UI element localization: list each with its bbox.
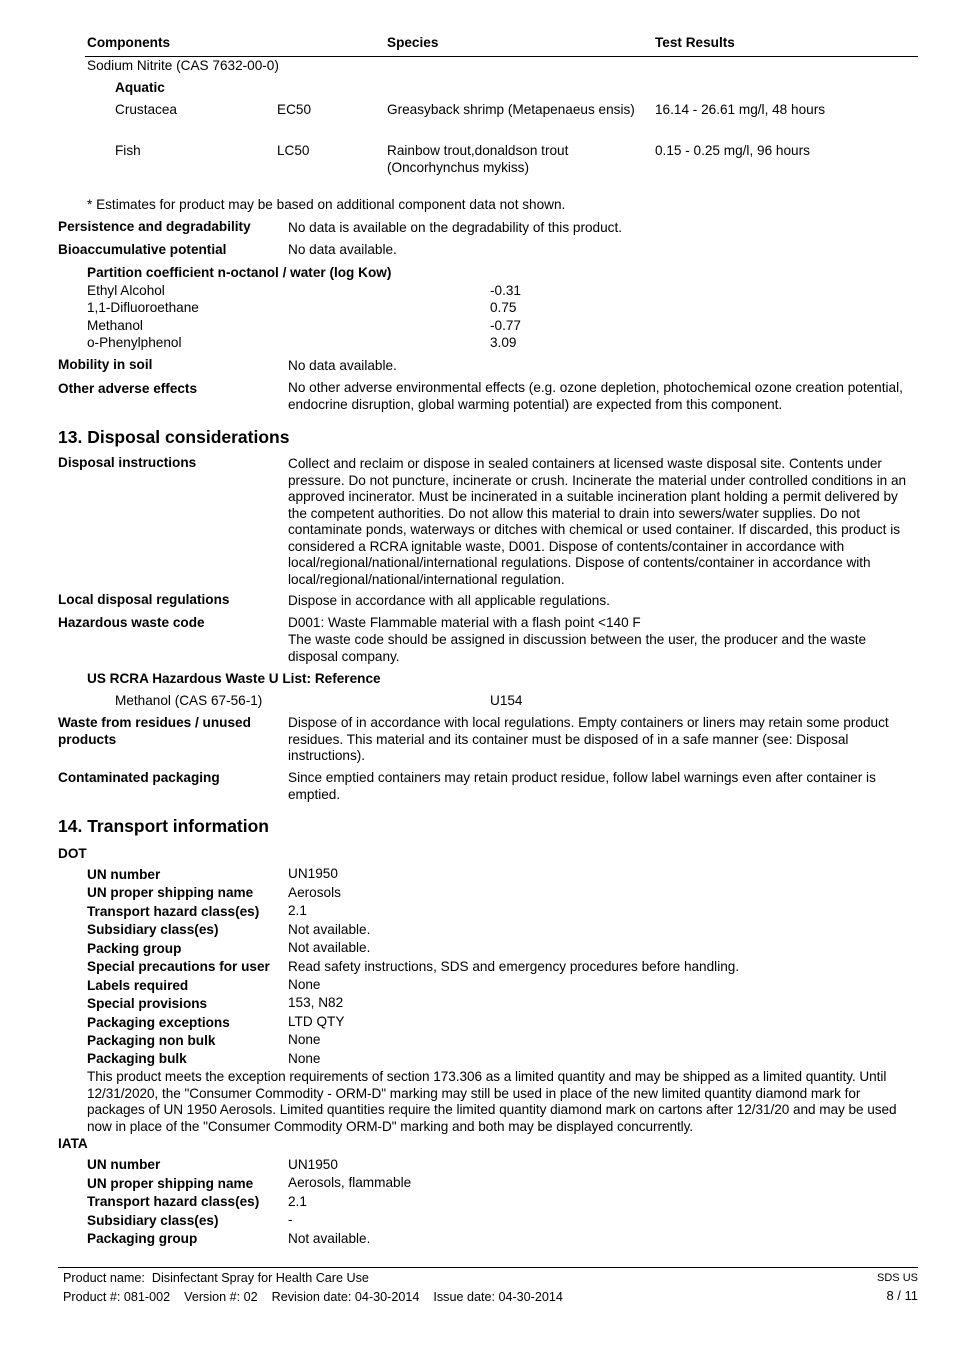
organism: Crustacea	[115, 102, 177, 117]
footer-product-info: Product #: 081-002 Version #: 02 Revision date: 04-30-2014 Issue date: 04-30-2014	[63, 1290, 563, 1304]
col-header-species: Species	[387, 35, 439, 50]
partition-name: o-Phenylphenol	[87, 335, 182, 350]
partition-title: Partition coefficient n-octanol / water (log Kow)	[87, 265, 392, 280]
iata-value: Aerosols, flammable	[288, 1175, 412, 1190]
iata-key: UN number	[87, 1157, 161, 1172]
rcra-component: Methanol (CAS 67-56-1)	[115, 693, 263, 708]
partition-value: 0.75	[490, 300, 517, 315]
test-result: 0.15 - 0.25 mg/l, 96 hours	[655, 143, 810, 158]
persistence-label: Persistence and degradability	[58, 219, 251, 234]
component-name: Sodium Nitrite (CAS 7632-00-0)	[87, 58, 279, 73]
dot-label: DOT	[58, 846, 87, 861]
persistence-value: No data is available on the degradability of this product.	[288, 220, 623, 235]
dot-value: 2.1	[288, 903, 307, 918]
dot-key: Packaging exceptions	[87, 1015, 230, 1030]
iata-key: Packaging group	[87, 1231, 198, 1246]
rcra-code: U154	[490, 693, 523, 708]
endpoint: LC50	[277, 143, 310, 158]
iata-value: UN1950	[288, 1157, 338, 1172]
test-result: 16.14 - 26.61 mg/l, 48 hours	[655, 102, 826, 117]
partition-name: Ethyl Alcohol	[87, 283, 165, 298]
dot-value: LTD QTY	[288, 1014, 345, 1029]
dot-value: UN1950	[288, 866, 338, 881]
other-effects-label: Other adverse effects	[58, 381, 198, 396]
table-header-rule	[85, 56, 918, 57]
dot-key: Packing group	[87, 941, 182, 956]
species: Rainbow trout,donaldson trout (Oncorhynchus mykiss)	[387, 143, 569, 175]
dot-value: Read safety instructions, SDS and emergency procedures before handling.	[288, 959, 740, 974]
hazardous-waste-code-label: Hazardous waste code	[58, 615, 205, 630]
endpoint: EC50	[277, 102, 312, 117]
dot-value: None	[288, 1051, 321, 1066]
other-effects-value: No other adverse environmental effects (e.g. ozone depletion, photochemical ozone creation potential, endocrine disruption, global warming potential) are expected from this component.	[288, 380, 903, 412]
hazardous-waste-code-note: The waste code should be assigned in discussion between the user, the producer and the waste disposal company.	[288, 632, 867, 664]
disposal-instructions-value: Collect and reclaim or dispose in sealed containers at licensed waste disposal site. Contents under pressure. Do not puncture, incinerate or crush. Incinerate the material under controlled conditions in an approved incinerator. Must be incinerated in a suitable incineration plant holding a permit delivered by the competent authorities. Do not allow this material to drain into sewers/water supplies. Do not contaminate ponds, waterways or ditches with chemical or used container. If discarded, this product is considered a RCRA ignitable waste, D001. Dispose of contents/container in accordance with local/regional/national/international regulations. Dispose of contents/container in accordance with local/regional/national/international regulation.	[288, 456, 907, 587]
partition-name: Methanol	[87, 318, 143, 333]
dot-key: Packaging bulk	[87, 1051, 187, 1066]
dot-key: Packaging non bulk	[87, 1033, 216, 1048]
iata-value: Not available.	[288, 1231, 371, 1246]
dot-key: Subsidiary class(es)	[87, 922, 219, 937]
partition-value: -0.77	[490, 318, 521, 333]
iata-value: 2.1	[288, 1194, 307, 1209]
local-regulations-label: Local disposal regulations	[58, 592, 230, 607]
local-regulations-value: Dispose in accordance with all applicable regulations.	[288, 593, 610, 608]
bioaccum-value: No data available.	[288, 242, 397, 257]
dot-key: UN proper shipping name	[87, 885, 254, 900]
iata-key: Transport hazard class(es)	[87, 1194, 260, 1209]
iata-label: IATA	[58, 1136, 88, 1151]
rcra-title: US RCRA Hazardous Waste U List: Reference	[87, 671, 381, 686]
dot-value: Not available.	[288, 940, 371, 955]
dot-value: None	[288, 1032, 321, 1047]
species: Greasyback shrimp (Metapenaeus ensis)	[387, 102, 635, 117]
dot-key: Special provisions	[87, 996, 208, 1011]
iata-key: UN proper shipping name	[87, 1176, 254, 1191]
partition-value: 3.09	[490, 335, 517, 350]
section-13-title: 13. Disposal considerations	[58, 427, 290, 447]
estimates-footnote: * Estimates for product may be based on additional component data not shown.	[87, 197, 566, 212]
aquatic-group: Aquatic	[115, 80, 165, 95]
dot-value: Not available.	[288, 922, 371, 937]
col-header-components: Components	[87, 35, 171, 50]
col-header-test-results: Test Results	[655, 35, 735, 50]
contaminated-packaging-label: Contaminated packaging	[58, 770, 220, 785]
waste-residues-value: Dispose of in accordance with local regulations. Empty containers or liners may retain some product residues. This material and its container must be disposed of in a safe manner (see: Disposal instructions).	[288, 715, 889, 763]
iata-key: Subsidiary class(es)	[87, 1213, 219, 1228]
organism: Fish	[115, 143, 141, 158]
page-number: 8 / 11	[886, 1288, 918, 1303]
partition-value: -0.31	[490, 283, 521, 298]
disposal-instructions-label: Disposal instructions	[58, 455, 197, 470]
partition-name: 1,1-Difluoroethane	[87, 300, 199, 315]
section-14-title: 14. Transport information	[58, 816, 269, 836]
dot-value: Aerosols	[288, 885, 341, 900]
dot-key: Transport hazard class(es)	[87, 904, 260, 919]
hazardous-waste-code-value: D001: Waste Flammable material with a flash point <140 F	[288, 615, 641, 630]
bioaccum-label: Bioaccumulative potential	[58, 242, 227, 257]
footer-sds-label: SDS US	[877, 1272, 918, 1284]
dot-key: UN number	[87, 867, 161, 882]
footer-rule	[58, 1267, 918, 1268]
mobility-value: No data available.	[288, 358, 397, 373]
dot-key: Special precautions for user	[87, 959, 270, 974]
iata-value: -	[288, 1212, 293, 1227]
contaminated-packaging-value: Since emptied containers may retain product residue, follow label warnings even after container is emptied.	[288, 770, 876, 802]
mobility-label: Mobility in soil	[58, 357, 153, 372]
footer-product-name: Product name: Disinfectant Spray for Health Care Use	[63, 1271, 369, 1285]
dot-note: This product meets the exception requirements of section 173.306 as a limited quantity and may be shipped as a limited quantity. Until 12/31/2020, the "Consumer Commodity - ORM-D" marking may still be used in place of the new limited quantity diamond mark for packages of UN 1950 Aerosols. Limited quantities require the limited quantity diamond mark on cartons after 12/31/20 and may be used now in place of the "Consumer Commodity ORM-D" marking and both may be displayed concurrently.	[87, 1069, 897, 1134]
dot-key: Labels required	[87, 978, 189, 993]
waste-residues-label: Waste from residues / unused products	[58, 715, 251, 747]
dot-value: 153, N82	[288, 995, 344, 1010]
dot-value: None	[288, 977, 321, 992]
